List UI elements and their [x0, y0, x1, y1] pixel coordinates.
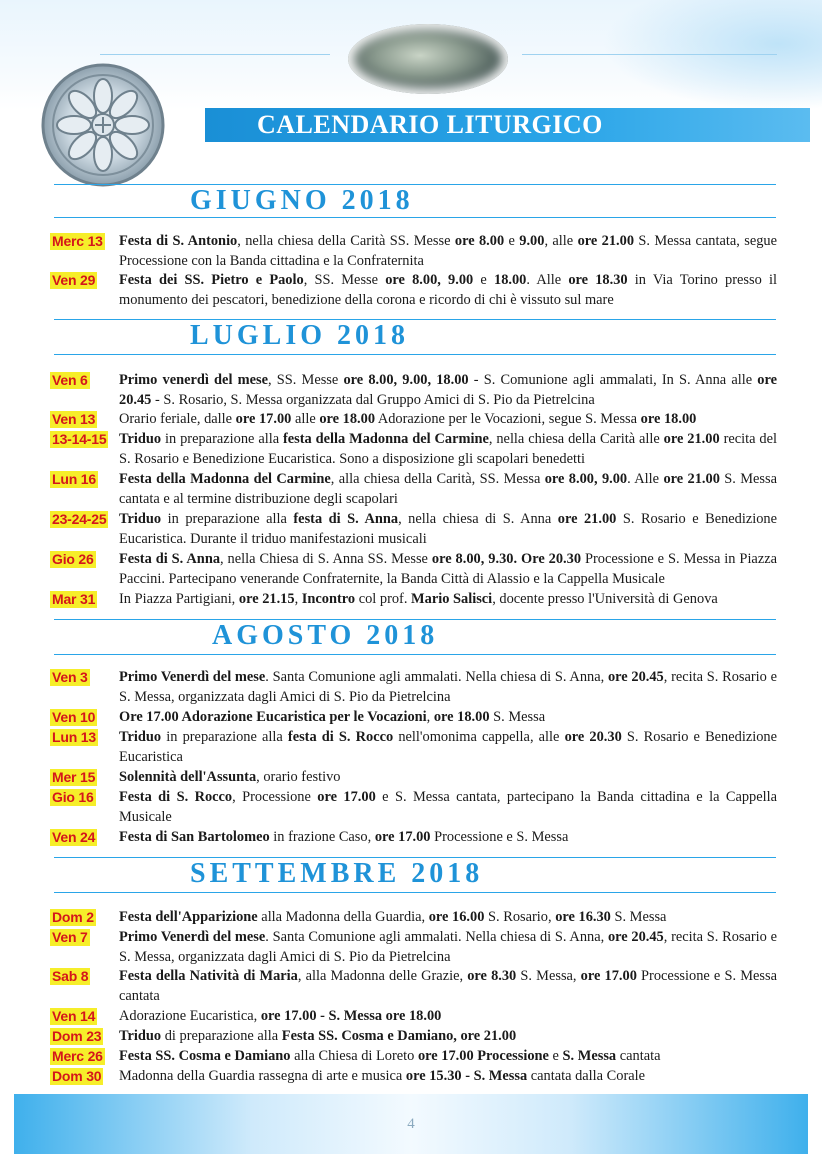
event-date: Dom 23 — [52, 1028, 102, 1044]
event-description: Triduo in preparazione alla festa di S. Anna, nella chiesa di S. Anna ore 21.00 S. Rosario e Benedizione Eucaristica. Durante il triduo manifestazioni musicali — [119, 511, 778, 547]
event-description: Primo Venerdì del mese. Santa Comunione agli ammalati. Nella chiesa di S. Anna, ore 20.45, recita S. Rosario e S. Messa, organizzata dagli Amici di S. Pio da Pietrelcina — [119, 929, 777, 965]
page-number: 4 — [407, 1116, 415, 1132]
event-description: Festa di S. Anna, nella Chiesa di S. Anna SS. Messe ore 8.00, 9.30. Ore 20.30 Processione e S. Messa in Piazza Paccini. Partecipano venerande Confraternite, la Banda Città di Alassio e la Cappella Musicale — [119, 551, 777, 587]
event-description: Festa SS. Cosma e Damiano alla Chiesa di Loreto ore 17.00 Processione e S. Messa cantata — [119, 1048, 661, 1064]
event-description: Triduo in preparazione alla festa di S. Rocco nell'omonima cappella, alle ore 20.30 S. Rosario e Benedizione Eucaristica — [119, 729, 777, 765]
event-description: Primo Venerdì del mese. Santa Comunione agli ammalati. Nella chiesa di S. Anna, ore 20.45, recita S. Rosario e S. Messa, organizzata dagli Amici di S. Pio da Pietrelcina — [119, 669, 777, 705]
rose-window-icon — [40, 62, 166, 188]
event-date: Ven 24 — [52, 829, 96, 845]
event-description: Triduo in preparazione alla festa della Madonna del Carmine, nella chiesa della Carità alle ore 21.00 recita del S. Rosario e Benedizione Eucaristica. Sono a disposizione gli scapolari benedetti — [119, 431, 777, 467]
event-description: Madonna della Guardia rassegna di arte e musica ore 15.30 - S. Messa cantata dalla Corale — [119, 1068, 646, 1084]
event-date: Ven 10 — [52, 709, 96, 725]
month-title: AGOSTO 2018 — [212, 620, 439, 651]
month-title: LUGLIO 2018 — [190, 320, 410, 351]
month-heading-settembre — [54, 857, 776, 893]
event-date: Ven 6 — [52, 372, 88, 388]
event-description: Adorazione Eucaristica, ore 17.00 - S. Messa ore 18.00 — [119, 1008, 442, 1024]
event-date: Sab 8 — [52, 968, 89, 984]
event-date: Ven 13 — [52, 411, 96, 427]
event-description: Ore 17.00 Adorazione Eucaristica per le Vocazioni, ore 18.00 S. Messa — [119, 709, 546, 725]
event-description: Solennità dell'Assunta, orario festivo — [119, 769, 341, 785]
event-date: Mer 15 — [52, 769, 96, 785]
event-date: Ven 3 — [52, 669, 88, 685]
event-description: Festa dei SS. Pietro e Paolo, SS. Messe ore 8.00, 9.00 e 18.00. Alle ore 18.30 in Via Torino presso il monumento dei pescatori, benedizione della corona e ricordo di chi è vissuto sul mare — [119, 272, 777, 308]
event-date: Mar 31 — [52, 591, 96, 607]
event-date: Ven 29 — [52, 272, 96, 288]
event-description: Primo venerdì del mese, SS. Messe ore 8.00, 9.00, 18.00 - S. Comunione agli ammalati, In S. Anna alle ore 20.45 - S. Rosario, S. Messa organizzata dal Gruppo Amici di S. Pio da Pietrelcina — [119, 372, 778, 408]
event-description: Festa di S. Antonio, nella chiesa della Carità SS. Messe ore 8.00 e 9.00, alle ore 21.00 S. Messa cantata, segue Processione con la Banda cittadina e la Confraternita — [119, 233, 777, 269]
event-date: Dom 30 — [52, 1068, 102, 1084]
event-date: Merc 26 — [52, 1048, 103, 1064]
event-date: Ven 14 — [52, 1008, 96, 1024]
title-bar — [205, 108, 810, 142]
event-description: Triduo di preparazione alla Festa SS. Cosma e Damiano, ore 21.00 — [119, 1028, 517, 1044]
church-photo — [348, 24, 508, 94]
month-rule-bottom — [54, 892, 776, 893]
event-description: Festa di S. Rocco, Processione ore 17.00 e S. Messa cantata, partecipano la Banda cittadina e la Cappella Musicale — [119, 789, 778, 825]
event-date: Gio 26 — [52, 551, 94, 567]
event-description: Festa della Natività di Maria, alla Madonna delle Grazie, ore 8.30 S. Messa, ore 17.00 Processione e S. Messa cantata — [119, 968, 777, 1004]
month-rule-bottom — [54, 654, 776, 655]
month-rule-top — [54, 184, 776, 185]
month-heading-luglio — [54, 319, 776, 355]
month-title: GIUGNO 2018 — [190, 185, 414, 216]
month-rule-bottom — [54, 354, 776, 355]
month-heading-giugno — [54, 184, 776, 218]
event-description: In Piazza Partigiani, ore 21.15, Incontro col prof. Mario Salisci, docente presso l'Università di Genova — [119, 591, 718, 607]
event-date: Lun 16 — [52, 471, 96, 487]
event-date: Ven 7 — [52, 929, 88, 945]
event-date: Merc 13 — [52, 233, 103, 249]
header-rule-left — [100, 54, 330, 55]
header-rule-right — [522, 54, 777, 55]
month-rule-top — [54, 857, 776, 858]
month-rule-top — [54, 319, 776, 320]
event-date: 23-24-25 — [52, 511, 107, 527]
event-description: Festa di San Bartolomeo in frazione Caso, ore 17.00 Processione e S. Messa — [119, 829, 569, 845]
month-title: SETTEMBRE 2018 — [190, 858, 484, 889]
event-date: Dom 2 — [52, 909, 94, 925]
month-rule-top — [54, 619, 776, 620]
event-description: Orario feriale, dalle ore 17.00 alle ore 18.00 Adorazione per le Vocazioni, segue S. Messa ore 18.00 — [119, 411, 697, 427]
event-date: Gio 16 — [52, 789, 94, 805]
page-title: CALENDARIO LITURGICO — [257, 110, 603, 139]
event-date: Lun 13 — [52, 729, 96, 745]
month-rule-bottom — [54, 217, 776, 218]
event-description: Festa dell'Apparizione alla Madonna della Guardia, ore 16.00 S. Rosario, ore 16.30 S. Messa — [119, 909, 667, 925]
event-description: Festa della Madonna del Carmine, alla chiesa della Carità, SS. Messa ore 8.00, 9.00. Alle ore 21.00 S. Messa cantata e al termine distribuzione degli scapolari — [119, 471, 777, 507]
month-heading-agosto — [54, 619, 776, 655]
event-date: 13-14-15 — [52, 431, 107, 447]
